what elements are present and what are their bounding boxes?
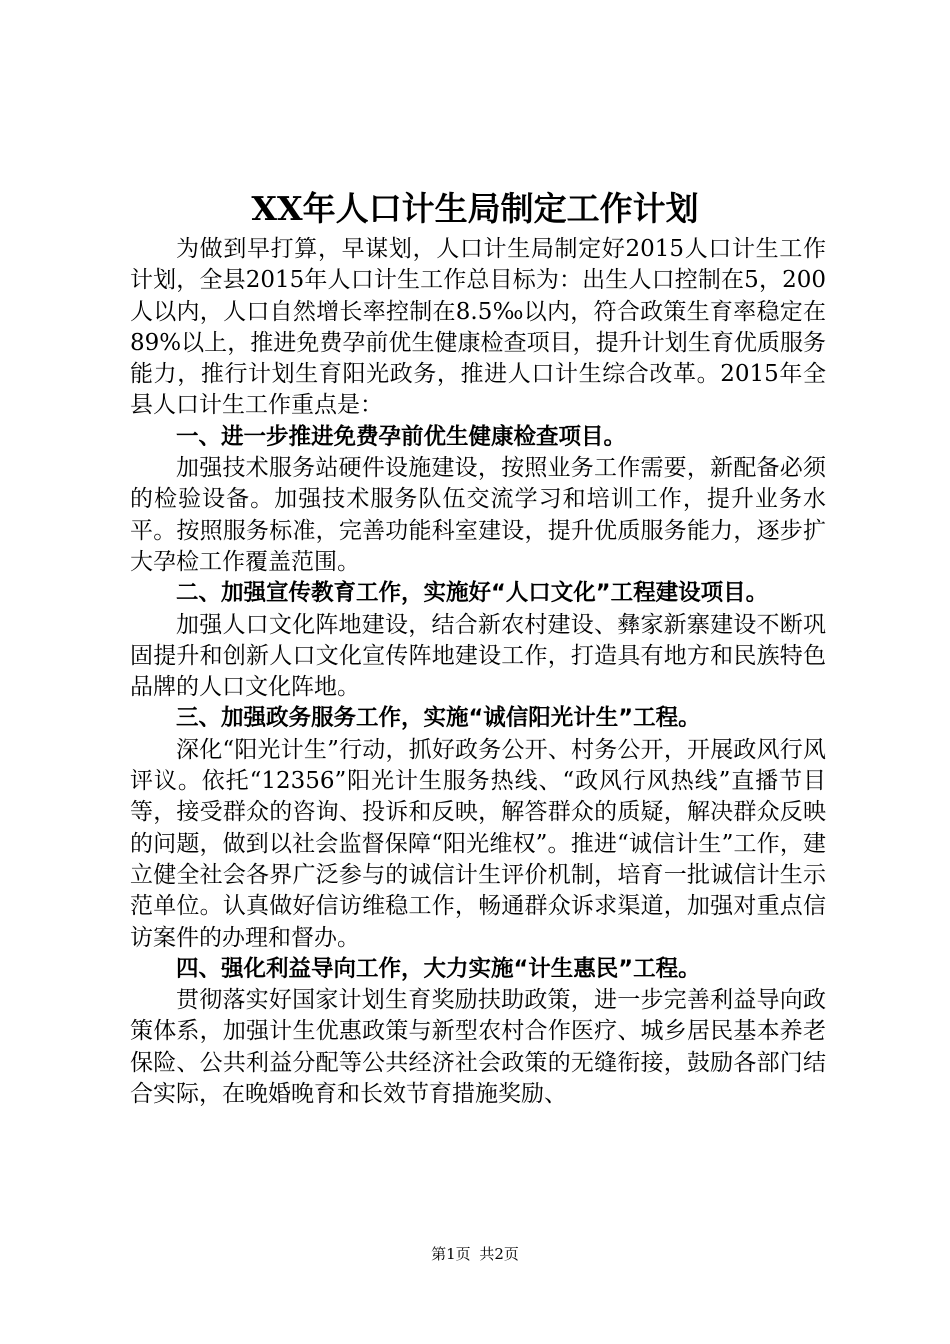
- section-heading-3: 三、加强政务服务工作，实施“诚信阳光计生”工程。: [176, 705, 701, 732]
- page-number: 第1页: [431, 1245, 471, 1263]
- section-body-3: 深化“阳光计生”行动，抓好政务公开、村务公开，开展政风行风评议。依托“12356”阳光计生服务热线、“政风行风热线”直播节目等，接受群众的咨询、投诉和反映，解答群众的质疑，解决群众反映的问题，做到以社会监督保障“阳光维权”。推进“诚信计生”工作，建立健全社会各界广泛参与的诚信计生评价机制，培育一批诚信计生示范单位。认真做好信访维稳工作，畅通群众诉求渠道，加强对重点信访案件的办理和督办。: [130, 736, 826, 951]
- document-body: [130, 234, 826, 1110]
- section-body-1: 加强技术服务站硬件设施建设，按照业务工作需要，新配备必须的检验设备。加强技术服务队伍交流学习和培训工作，提升业务水平。按照服务标准，完善功能科室建设，提升优质服务能力，逐步扩大孕检工作覆盖范围。: [130, 455, 826, 575]
- section-body-4: 贯彻落实好国家计划生育奖励扶助政策，进一步完善利益导向政策体系，加强计生优惠政策与新型农村合作医疗、城乡居民基本养老保险、公共利益分配等公共经济社会政策的无缝衔接，鼓励各部门结合实际，在晚婚晚育和长效节育措施奖励、: [130, 987, 826, 1108]
- section-heading-1: 一、进一步推进免费孕前优生健康检查项目。: [176, 423, 627, 450]
- document-title: XX年人口计生局制定工作计划: [251, 189, 699, 228]
- intro-paragraph: 为做到早打算，早谋划，人口计生局制定好2015人口计生工作计划，全县2015年人口计生工作总目标为：出生人口控制在5，200人以内，人口自然增长率控制在8.5‰以内，符合政策生育率稳定在89%以上，推进免费孕前优生健康检查项目，提升计划生育优质服务能力，推行计划生育阳光政务，推进人口计生综合改革。2015年全县人口计生工作重点是：: [130, 236, 826, 419]
- page-footer: [0, 1244, 950, 1264]
- section-body-2: 加强人口文化阵地建设，结合新农村建设、彝家新寨建设不断巩固提升和创新人口文化宣传阵地建设工作，打造具有地方和民族特色品牌的人口文化阵地。: [130, 611, 826, 701]
- section-heading-2: 二、加强宣传教育工作，实施好“人口文化”工程建设项目。: [176, 580, 769, 607]
- section-heading-4: 四、强化利益导向工作，大力实施“计生惠民”工程。: [176, 955, 701, 982]
- page-total: 共2页: [479, 1245, 519, 1263]
